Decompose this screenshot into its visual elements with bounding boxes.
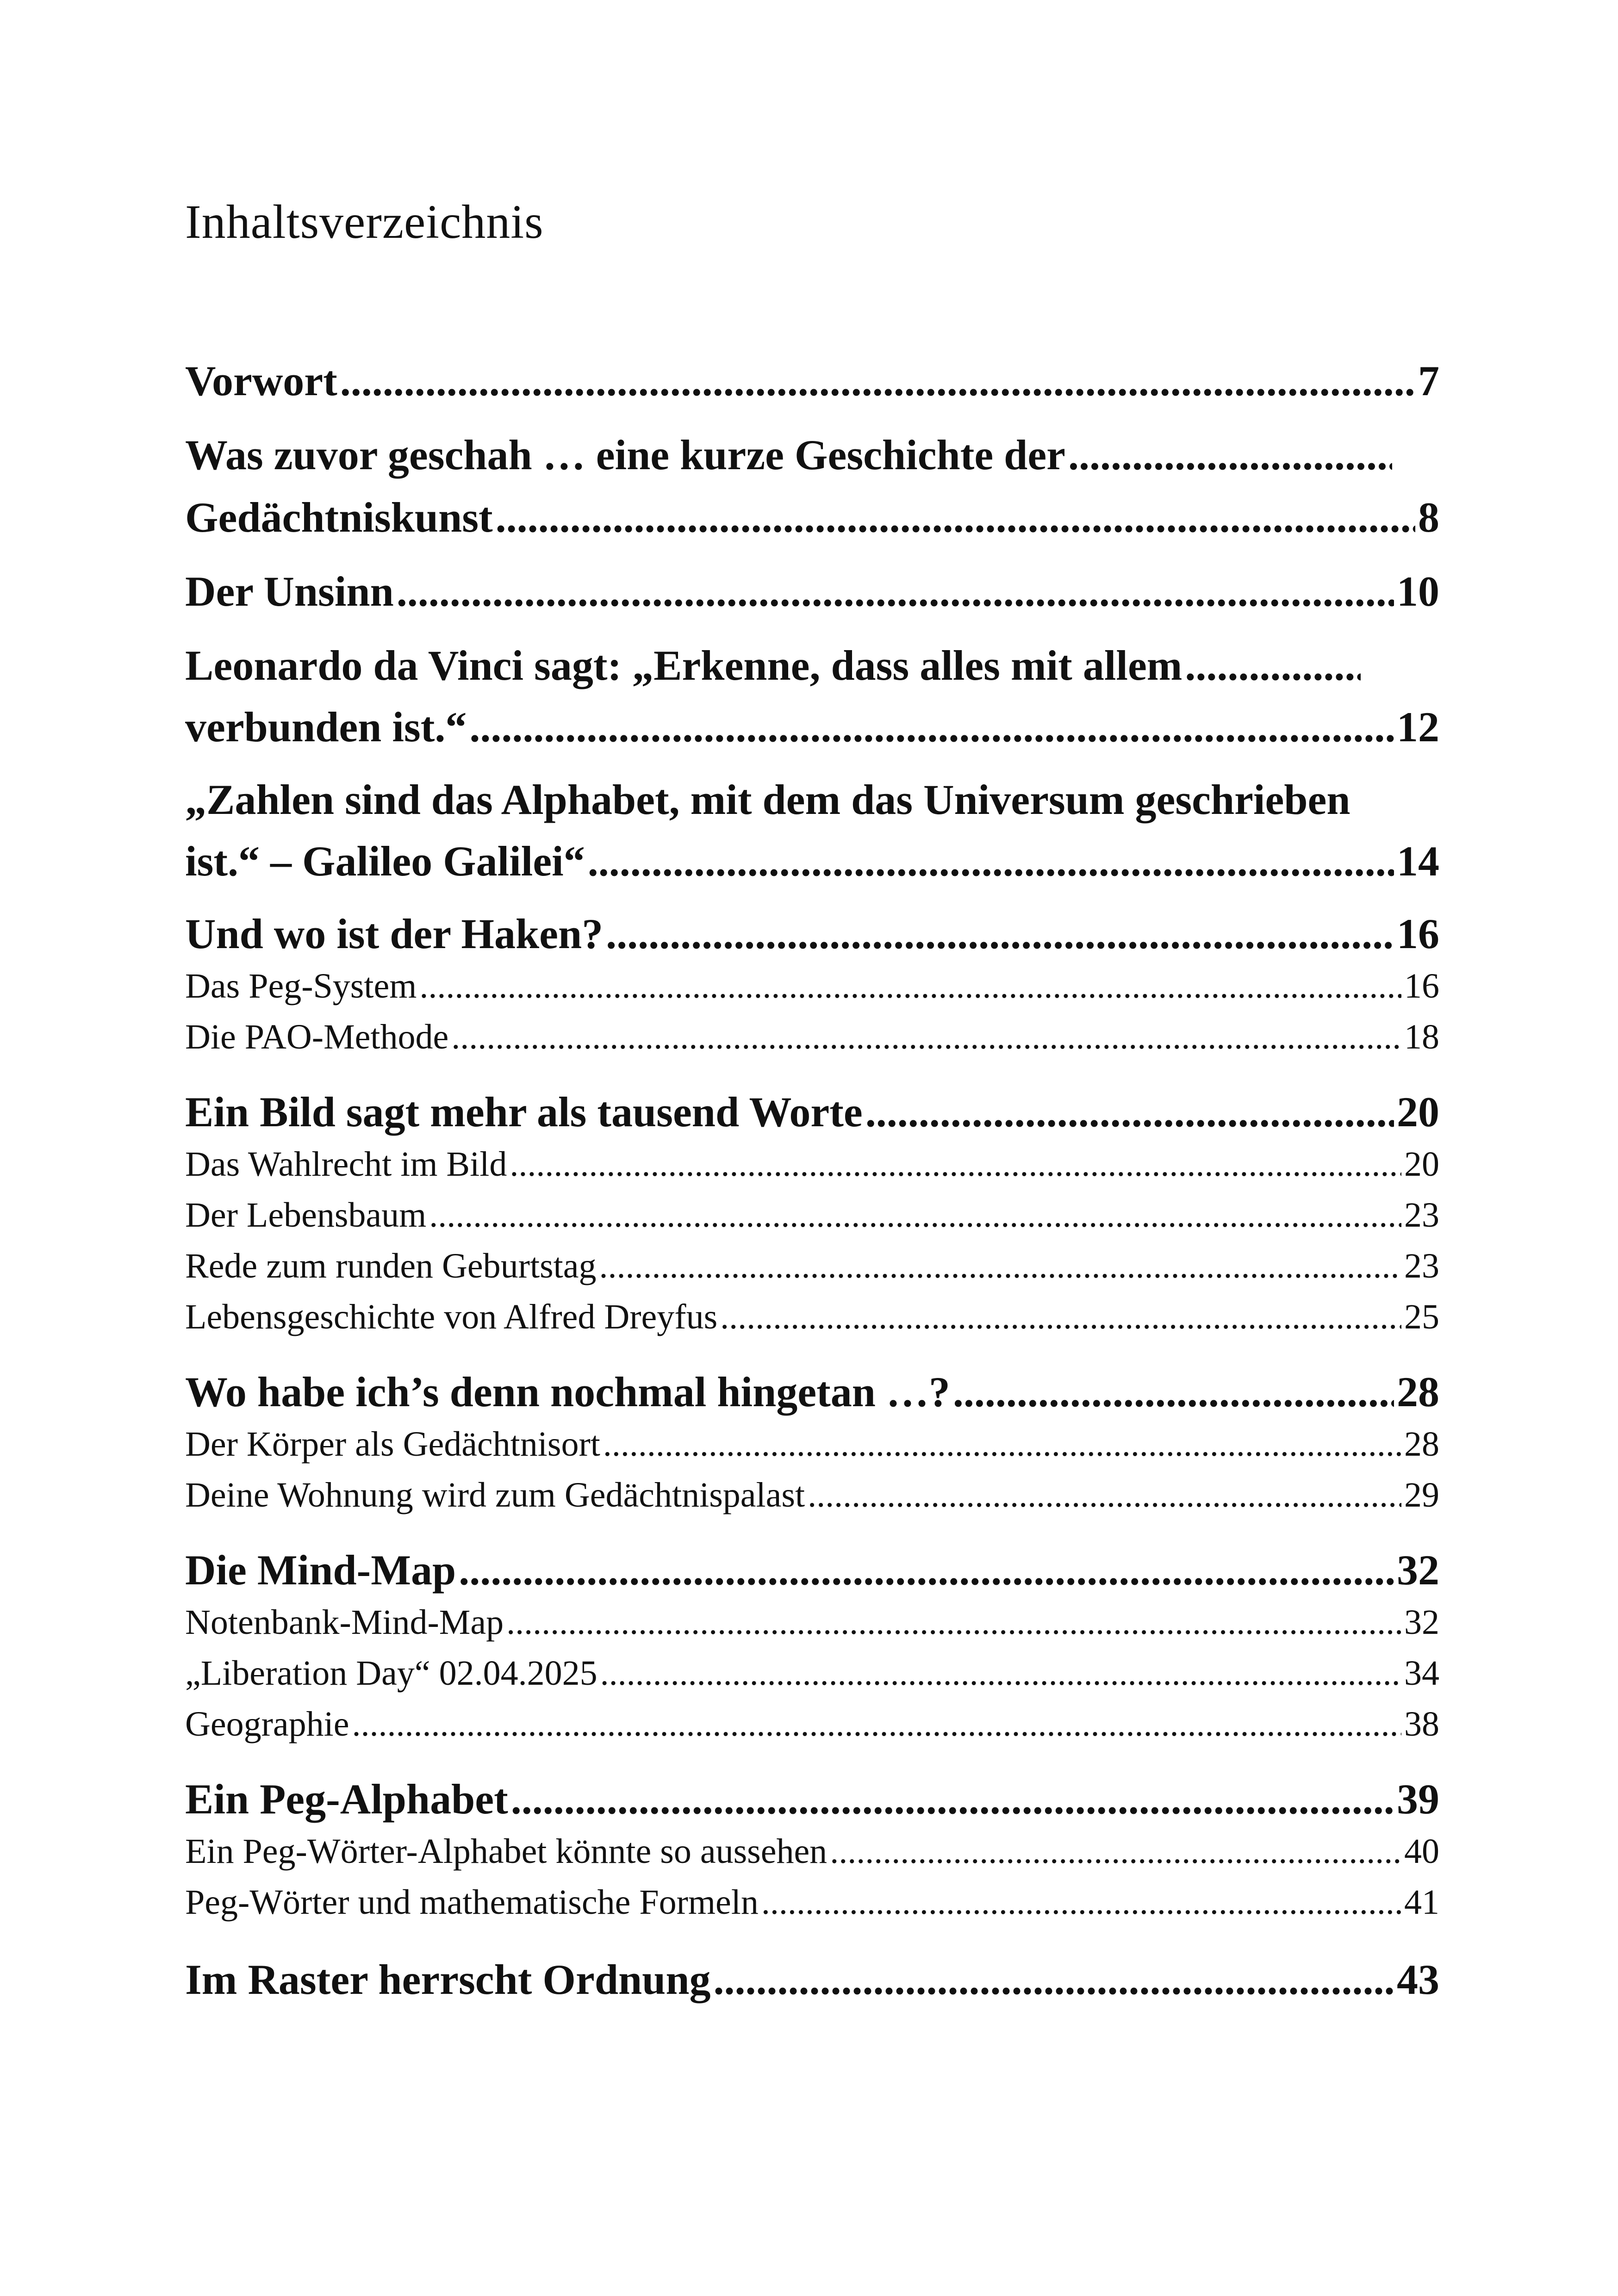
toc-entry-title: Die Mind-Map [185, 1546, 456, 1594]
toc-subentry-geburtstag[interactable] [185, 1246, 1439, 1286]
toc-entry-title: Ein Bild sagt mehr als tausend Worte [185, 1088, 863, 1136]
toc-page-number: 8 [1418, 494, 1439, 541]
toc-entry-title: Der Lebensbaum [185, 1196, 427, 1235]
toc-page-number: 29 [1404, 1476, 1439, 1514]
toc-subentry-peg-woerter-alphabet[interactable] [185, 1831, 1439, 1872]
toc-page-number: 16 [1404, 967, 1439, 1005]
toc-entry-title: Das Wahlrecht im Bild [185, 1145, 507, 1184]
toc-entry-peg-alphabet[interactable] [185, 1775, 1439, 1824]
toc-page-number: 23 [1404, 1196, 1439, 1235]
dot-leader [496, 493, 1415, 542]
dot-leader [340, 356, 1415, 405]
dot-leader [429, 1195, 1401, 1235]
toc-page-number: 25 [1404, 1297, 1439, 1336]
toc-entry-wo-habe-ichs[interactable] [185, 1367, 1439, 1416]
toc-page-number: 32 [1404, 1603, 1439, 1642]
toc-entry-vorwort[interactable] [185, 356, 1439, 405]
toc-subentry-dreyfus[interactable] [185, 1297, 1439, 1337]
dot-leader [603, 1424, 1401, 1464]
dot-leader [459, 1545, 1394, 1595]
toc-page-number: 10 [1397, 568, 1439, 615]
toc-entry-verbunden-ist[interactable] [185, 702, 1439, 751]
dot-leader [953, 1367, 1394, 1416]
toc-page-number: 28 [1404, 1425, 1439, 1464]
toc-entry-title: „Liberation Day“ 02.04.2025 [185, 1654, 597, 1693]
toc-entry-title-continued: Gedächtniskunst [185, 494, 493, 541]
toc-page-number: 28 [1397, 1368, 1439, 1415]
toc-entry-mind-map[interactable] [185, 1545, 1439, 1595]
toc-entry-title: Peg-Wörter und mathematische Formeln [185, 1883, 759, 1922]
toc-page-number: 34 [1404, 1654, 1439, 1693]
toc-page-number: 41 [1404, 1883, 1439, 1922]
toc-page-number: 23 [1404, 1247, 1439, 1285]
dot-leader [469, 702, 1394, 751]
toc-page-number: 18 [1404, 1018, 1439, 1056]
toc-page-number: 39 [1397, 1775, 1439, 1823]
toc-page-number: 7 [1418, 357, 1439, 404]
toc-subentry-geographie[interactable] [185, 1704, 1439, 1744]
toc-entry-title-continued: ist.“ – Galileo Galilei“ [185, 838, 585, 885]
dot-leader [511, 1775, 1394, 1824]
toc-subentry-lebensbaum[interactable] [185, 1195, 1439, 1235]
dot-leader [1068, 430, 1392, 479]
dot-leader [808, 1475, 1401, 1515]
toc-entry-haken[interactable] [185, 909, 1439, 958]
dot-leader [865, 1087, 1394, 1136]
toc-entry-leonardo[interactable] [185, 641, 1439, 690]
toc-entry-zahlen[interactable] [185, 775, 1439, 824]
toc-entry-title: Deine Wohnung wird zum Gedächtnispalast [185, 1476, 805, 1514]
toc-subentry-liberation-day[interactable] [185, 1653, 1439, 1694]
dot-leader [506, 1602, 1401, 1643]
toc-page-number: 16 [1397, 910, 1439, 957]
dot-leader [397, 567, 1394, 616]
toc-entry-title: Im Raster herrscht Ordnung [185, 1956, 711, 2003]
toc-entry-title: Das Peg-System [185, 967, 417, 1005]
dot-leader [419, 966, 1401, 1006]
toc-subentry-notenbank[interactable] [185, 1602, 1439, 1643]
toc-entry-was-zuvor-geschah[interactable] [185, 430, 1439, 479]
toc-entry-title: „Zahlen sind das Alphabet, mit dem das Universum geschrieben [185, 776, 1350, 823]
toc-page-number: 20 [1397, 1088, 1439, 1136]
toc-entry-title: Vorwort [185, 357, 337, 404]
toc-entry-der-unsinn[interactable] [185, 567, 1439, 616]
toc-entry-title: Die PAO-Methode [185, 1018, 449, 1056]
toc-page-number: 40 [1404, 1832, 1439, 1871]
toc-entry-raster[interactable] [185, 1955, 1439, 2004]
toc-subentry-formeln[interactable] [185, 1882, 1439, 1923]
toc-entry-title: Geographie [185, 1705, 349, 1744]
toc-entry-title-continued: verbunden ist.“ [185, 703, 467, 751]
dot-leader [830, 1831, 1401, 1872]
dot-leader [761, 1882, 1401, 1923]
toc-subentry-wahlrecht[interactable] [185, 1144, 1439, 1185]
toc-entry-title: Lebensgeschichte von Alfred Dreyfus [185, 1297, 718, 1336]
toc-subentry-wohnung[interactable] [185, 1475, 1439, 1515]
dot-leader [599, 1246, 1401, 1286]
toc-entry-title: Rede zum runden Geburtstag [185, 1247, 597, 1285]
toc-entry-title: Was zuvor geschah … eine kurze Geschichte der [185, 431, 1065, 478]
toc-subentry-koerper[interactable] [185, 1424, 1439, 1464]
dot-leader [600, 1653, 1401, 1694]
toc-page-number: 14 [1397, 838, 1439, 885]
dot-leader [1185, 641, 1361, 690]
toc-entry-title: Leonardo da Vinci sagt: „Erkenne, dass alles mit allem [185, 642, 1182, 689]
toc-page-number: 20 [1404, 1145, 1439, 1184]
toc-entry-ein-bild[interactable] [185, 1087, 1439, 1136]
toc-subentry-peg-system[interactable] [185, 966, 1439, 1006]
dot-leader [606, 909, 1394, 958]
toc-entry-title: Notenbank-Mind-Map [185, 1603, 504, 1642]
toc-entry-galileo[interactable] [185, 837, 1439, 886]
dot-leader [352, 1704, 1401, 1744]
dot-leader [451, 1017, 1401, 1057]
dot-leader [714, 1955, 1394, 2004]
toc-entry-title: Wo habe ich’s denn nochmal hingetan …? [185, 1368, 950, 1415]
toc-page-number: 38 [1404, 1705, 1439, 1744]
toc-entry-title: Ein Peg-Alphabet [185, 1775, 508, 1823]
toc-entry-title: Und wo ist der Haken? [185, 910, 604, 957]
toc-entry-title: Ein Peg-Wörter-Alphabet könnte so aussehen [185, 1832, 828, 1871]
page-title: Inhaltsverzeichnis [185, 195, 544, 248]
toc-page-number: 43 [1397, 1956, 1439, 2003]
dot-leader [510, 1144, 1401, 1185]
toc-entry-title: Der Unsinn [185, 568, 394, 615]
dot-leader [588, 837, 1394, 886]
toc-page-number: 12 [1397, 703, 1439, 751]
dot-leader [720, 1297, 1401, 1337]
toc-entry-title: Der Körper als Gedächtnisort [185, 1425, 600, 1464]
toc-page-number: 32 [1397, 1546, 1439, 1594]
toc-subentry-pao-methode[interactable] [185, 1017, 1439, 1057]
toc-entry-gedaechtniskunst[interactable] [185, 493, 1439, 542]
